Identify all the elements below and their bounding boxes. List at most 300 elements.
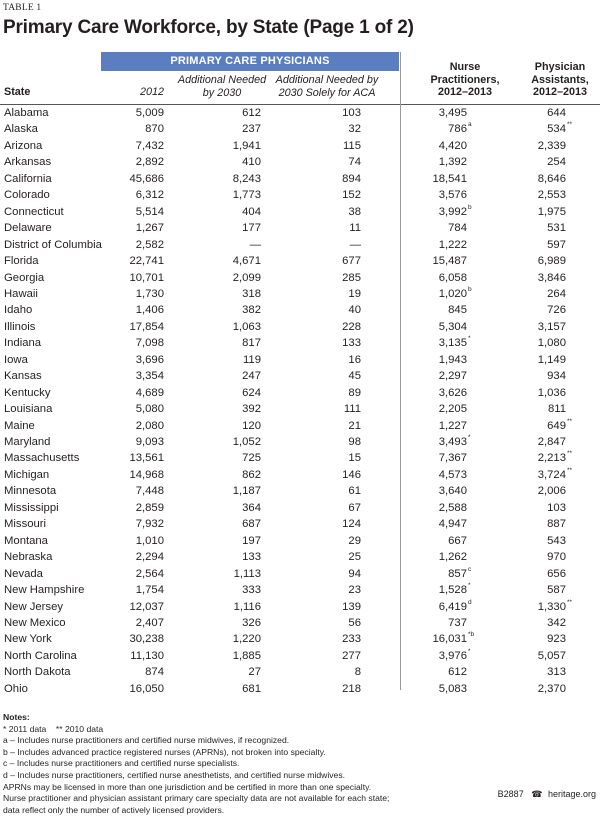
cell-value: 404: [242, 205, 261, 218]
cell-pa: [538, 270, 566, 286]
note-line: b – Includes advanced practice registered nurses (APRNs), not broken into specialty.: [3, 746, 326, 757]
cell-add: [233, 253, 261, 269]
cell-value: 3,493: [438, 436, 467, 448]
cell-np: [448, 121, 472, 137]
cell-value: 534: [547, 123, 566, 136]
cell-value: 874: [145, 666, 164, 679]
cell-pa: [538, 385, 566, 401]
cell-value: 139: [342, 600, 361, 613]
cell-value: 5,080: [135, 403, 164, 416]
cell-pa: [547, 582, 566, 598]
table-row: [0, 204, 600, 220]
cell-add: [242, 121, 261, 137]
cell-value: 531: [547, 222, 566, 235]
cell-value: 644: [547, 107, 566, 119]
cell-y2012: [136, 483, 164, 499]
cell-value: 786: [448, 123, 467, 136]
cell-value: 30,238: [129, 633, 164, 646]
cell-y2012: [136, 615, 164, 631]
cell-np: [432, 631, 475, 647]
table-row: [0, 631, 600, 647]
cell-value: 27: [248, 666, 261, 679]
cell-np: [439, 154, 467, 170]
cell-value: 15: [348, 452, 361, 465]
cell-value: 11: [349, 222, 361, 235]
cell-add: [233, 270, 261, 286]
cell-pa: [538, 483, 566, 499]
cell-y2012: [136, 204, 164, 220]
cell-np: [448, 664, 467, 680]
cell-state: Georgia: [4, 271, 45, 284]
cell-np: [439, 319, 467, 335]
cell-state: Michigan: [4, 468, 50, 481]
cell-np: [439, 467, 467, 483]
cell-y2012: [129, 171, 164, 187]
note-line: Nurse practitioner and physician assistant primary care specialty data are not available for each state;: [3, 793, 390, 804]
table-row: [0, 648, 600, 664]
cell-value: 326: [242, 616, 261, 629]
cell-y2012: [129, 599, 164, 615]
table-row: [0, 566, 600, 582]
cell-np: [439, 368, 467, 384]
cell-add: [233, 434, 261, 450]
cell-aca: [342, 681, 361, 697]
cell-add: [242, 335, 261, 351]
cell-y2012: [136, 302, 164, 318]
cell-add: [248, 664, 261, 680]
cell-value: 364: [242, 501, 261, 514]
cell-state: North Dakota: [4, 666, 71, 679]
cell-aca: [342, 599, 361, 615]
cell-value: 45,686: [129, 172, 164, 185]
cell-add: [242, 105, 261, 121]
cell-aca: [348, 549, 361, 565]
cell-value: 94: [348, 567, 361, 580]
cell-value: 2,099: [232, 271, 261, 284]
cell-add: [233, 138, 261, 154]
table-row: [0, 599, 600, 615]
cell-value: 264: [547, 287, 566, 300]
cell-state: Indiana: [4, 337, 42, 350]
cell-y2012: [129, 450, 164, 466]
cell-np: [438, 285, 472, 302]
footer-site: heritage.org: [547, 789, 596, 799]
cell-value: 8,646: [537, 172, 566, 185]
cell-value: 5,009: [135, 107, 164, 119]
cell-aca: [348, 368, 361, 384]
cell-value: 725: [242, 452, 261, 465]
cell-value: 14,968: [129, 468, 164, 481]
header-line: Assistants,: [531, 73, 589, 86]
table-row: [0, 171, 600, 187]
cell-state: Massachusetts: [4, 452, 80, 465]
cell-np: [439, 401, 467, 417]
cell-value: 1,773: [232, 189, 261, 202]
cell-add: [242, 154, 261, 170]
cell-value: 4,420: [438, 139, 467, 152]
cell-value: 254: [547, 156, 566, 169]
cell-value: 1,010: [135, 534, 164, 547]
cell-add: [242, 467, 261, 483]
cell-value: 16,031: [432, 633, 467, 646]
cell-np: [439, 105, 467, 121]
cell-value: 4,689: [135, 386, 164, 399]
cell-value: 103: [342, 107, 361, 119]
cell-pa: [547, 302, 566, 318]
cell-add: [233, 187, 261, 203]
cell-y2012: [136, 335, 164, 351]
table-row: [0, 319, 600, 335]
footnote-marker: **: [567, 598, 573, 606]
table-row: [0, 500, 600, 516]
footnote-marker: b: [468, 285, 472, 293]
cell-aca: [342, 105, 361, 121]
group-header-physicians: PRIMARY CARE PHYSICIANS: [101, 52, 399, 71]
cell-value: 970: [547, 551, 566, 564]
notes: [3, 712, 389, 816]
cell-aca: [348, 500, 361, 516]
note-line: a – Includes nurse practitioners and certified nurse midwives, if recognized.: [3, 735, 290, 746]
cell-np: [439, 681, 467, 697]
footnote-marker: *: [468, 582, 471, 590]
cell-state: Florida: [4, 255, 39, 268]
cell-aca: [348, 154, 361, 170]
cell-value: 1,941: [232, 139, 261, 152]
cell-state: Louisiana: [4, 403, 53, 416]
cell-value: 19: [348, 287, 361, 300]
note-line: APRNs may be licensed in more than one jurisdiction and be certified in more than one specialty.: [3, 781, 372, 792]
footnote-marker: **: [567, 466, 573, 474]
cell-state: Ohio: [4, 682, 28, 695]
cell-value: 1,063: [232, 320, 261, 333]
cell-value: 1,406: [135, 304, 164, 317]
cell-value: 61: [348, 485, 361, 498]
cell-value: 119: [242, 353, 261, 366]
cell-value: 16: [348, 353, 361, 366]
cell-value: 7,432: [135, 139, 164, 152]
cell-value: 9,093: [135, 436, 164, 448]
table-row: [0, 434, 600, 450]
cell-y2012: [136, 500, 164, 516]
cell-value: 56: [348, 616, 361, 629]
cell-value: 612: [242, 107, 261, 119]
cell-value: 656: [547, 567, 566, 580]
cell-add: [234, 566, 261, 582]
cell-value: 133: [242, 551, 261, 564]
cell-np: [439, 385, 467, 401]
cell-pa: [547, 566, 566, 582]
cell-value: 237: [242, 123, 261, 136]
cell-value: 1,052: [232, 436, 261, 448]
cell-np: [439, 516, 467, 532]
cell-add: [242, 450, 261, 466]
table-row: [0, 335, 600, 351]
cell-np: [448, 533, 467, 549]
cell-value: 103: [547, 501, 566, 514]
cell-add: [233, 631, 261, 647]
table-row: [0, 516, 600, 532]
cell-value: 6,312: [135, 189, 164, 202]
cell-state: Arkansas: [4, 156, 52, 169]
table-row: [0, 187, 600, 203]
cell-value: 2,339: [537, 139, 566, 152]
cell-aca: [348, 434, 361, 450]
cell-np: [448, 615, 467, 631]
cell-np: [448, 302, 467, 318]
cell-state: Idaho: [4, 304, 33, 317]
cell-state: Kentucky: [4, 386, 51, 399]
cell-value: 894: [342, 172, 361, 185]
cell-np: [439, 187, 467, 203]
cell-value: 1,113: [233, 567, 261, 580]
footnote-marker: **: [567, 417, 573, 425]
footnote-marker: c: [468, 565, 472, 573]
footer-code: B2887: [497, 789, 524, 799]
cell-state: Mississippi: [4, 501, 59, 514]
cell-state: Alabama: [4, 107, 49, 119]
cell-y2012: [136, 549, 164, 565]
cell-value: 3,157: [537, 320, 566, 333]
cell-value: 2,297: [438, 370, 467, 383]
cell-pa: [547, 286, 566, 302]
cell-value: 687: [242, 518, 261, 531]
cell-value: 67: [348, 501, 361, 514]
cell-aca: [342, 631, 361, 647]
cell-np: [438, 434, 471, 450]
header-state: State: [4, 86, 31, 98]
cell-value: 1,267: [135, 222, 164, 235]
cell-np: [438, 335, 471, 351]
cell-value: 5,083: [438, 682, 467, 695]
cell-pa: [538, 204, 566, 220]
cell-value: 1,754: [135, 584, 164, 597]
header-line: 2030 Solely for ACA: [278, 86, 376, 99]
cell-value: 111: [343, 403, 361, 416]
cell-value: 726: [547, 304, 566, 317]
cell-value: 624: [242, 386, 261, 399]
cell-add: [242, 286, 261, 302]
cell-np: [439, 138, 467, 154]
header-additional-needed: [172, 74, 272, 99]
cell-value: 612: [448, 666, 467, 679]
cell-aca: [348, 385, 361, 401]
cell-value: 10,701: [129, 271, 164, 284]
cell-y2012: [136, 434, 164, 450]
cell-y2012: [136, 187, 164, 203]
table-row: [0, 681, 600, 697]
cell-aca: [348, 204, 361, 220]
cell-state: Nevada: [4, 567, 43, 580]
cell-value: 6,989: [537, 255, 566, 268]
cell-add: [242, 401, 261, 417]
cell-value: 677: [342, 255, 361, 268]
cell-state: Iowa: [4, 353, 28, 366]
cell-value: 313: [547, 666, 566, 679]
cell-aca: [342, 335, 361, 351]
cell-value: 21: [348, 419, 361, 432]
cell-value: 16,050: [129, 682, 164, 695]
cell-pa: [538, 319, 566, 335]
table-row: [0, 154, 600, 170]
cell-value: 29: [348, 534, 361, 547]
cell-value: 3,846: [537, 271, 566, 284]
cell-pa: [538, 138, 566, 154]
cell-value: 3,354: [135, 370, 164, 383]
cell-pa: [538, 434, 566, 450]
cell-pa: [538, 187, 566, 203]
cell-state: North Carolina: [4, 649, 77, 662]
cell-pa: [547, 121, 573, 137]
cell-value: 1,116: [233, 600, 261, 613]
cell-value: 177: [242, 222, 261, 235]
cell-value: 40: [348, 304, 361, 317]
cell-np: [438, 582, 471, 598]
cell-value: 8,243: [232, 172, 261, 185]
cell-aca: [355, 664, 361, 680]
cell-value: 32: [348, 123, 361, 136]
cell-value: 681: [242, 682, 261, 695]
cell-pa: [547, 533, 566, 549]
cell-value: 3,626: [438, 386, 467, 399]
cell-value: 15,487: [432, 255, 467, 268]
cell-add: [242, 418, 261, 434]
cell-value: 887: [547, 518, 566, 531]
cell-value: 7,367: [438, 452, 467, 465]
cell-value: 5,304: [438, 320, 467, 333]
cell-np: [439, 500, 467, 516]
cell-value: 74: [348, 156, 361, 169]
cell-value: 1,220: [232, 633, 261, 646]
cell-y2012: [136, 533, 164, 549]
cell-aca: [342, 319, 361, 335]
cell-add: [242, 204, 261, 220]
cell-y2012: [136, 516, 164, 532]
cell-add: [242, 220, 261, 236]
cell-value: 197: [242, 534, 261, 547]
cell-aca: [348, 286, 361, 302]
cell-aca: [348, 566, 361, 582]
header-nurse-practitioners: [415, 61, 515, 99]
cell-pa: [538, 171, 566, 187]
header-line: 2012–2013: [437, 86, 493, 98]
cell-np: [439, 352, 467, 368]
cell-add: [233, 648, 261, 664]
cell-value: 6,058: [438, 271, 467, 284]
cell-state: Montana: [4, 534, 48, 547]
cell-add: [233, 483, 261, 499]
footnote-marker: **: [567, 121, 573, 129]
cell-y2012: [136, 385, 164, 401]
cell-state: New Mexico: [4, 616, 66, 629]
cell-value: 2,588: [438, 501, 467, 514]
cell-add: [242, 615, 261, 631]
cell-value: 333: [242, 584, 261, 597]
cell-pa: [537, 466, 573, 483]
cell-y2012: [129, 467, 164, 483]
cell-add: [233, 319, 261, 335]
cell-value: 2,205: [438, 403, 467, 416]
note-line: * 2011 data ** 2010 data: [3, 723, 104, 734]
header-line: 2012–2013: [532, 86, 588, 98]
cell-aca: [348, 615, 361, 631]
cell-state: Kansas: [4, 370, 42, 383]
cell-pa: [538, 681, 566, 697]
cell-value: 38: [348, 205, 361, 218]
cell-value: 247: [242, 370, 261, 383]
cell-value: 18,541: [432, 172, 467, 185]
cell-np: [438, 203, 472, 220]
cell-value: 3,495: [438, 107, 467, 119]
cell-value: 1,730: [135, 287, 164, 300]
cell-value: 2,407: [135, 616, 164, 629]
cell-pa: [547, 237, 566, 253]
cell-add: [234, 599, 261, 615]
cell-value: 597: [547, 238, 566, 251]
header-line: Additional Needed by: [275, 74, 379, 86]
cell-value: 285: [342, 271, 361, 284]
cell-value: 5,057: [537, 649, 566, 662]
footnote-marker: *b: [468, 631, 475, 639]
cell-value: 13,561: [129, 452, 164, 465]
cell-value: 124: [342, 518, 361, 531]
cell-value: 382: [242, 304, 261, 317]
footnote-marker: a: [468, 121, 472, 129]
cell-add: [233, 171, 261, 187]
cell-value: —: [349, 238, 361, 251]
table-row: [0, 286, 600, 302]
cell-aca: [348, 582, 361, 598]
cell-state: Colorado: [4, 189, 50, 202]
cell-aca: [348, 302, 361, 318]
cell-value: 2,294: [135, 551, 164, 564]
cell-value: 277: [342, 649, 361, 662]
cell-value: 11,130: [130, 649, 164, 662]
table-row: [0, 302, 600, 318]
cell-value: 1,528: [438, 584, 467, 597]
cell-y2012: [136, 154, 164, 170]
cell-value: 2,213: [537, 452, 566, 465]
table-row: [0, 220, 600, 236]
cell-y2012: [145, 664, 164, 680]
cell-state: Nebraska: [4, 551, 53, 564]
table-row: [0, 582, 600, 598]
note-line: c – Includes nurse practitioners and certified nurse specialists.: [3, 758, 240, 769]
cell-aca: [348, 352, 361, 368]
header-line: Physician: [534, 61, 586, 73]
cell-add: [242, 533, 261, 549]
cell-value: 1,020: [438, 287, 467, 300]
cell-value: 22,741: [129, 255, 164, 268]
cell-pa: [538, 648, 566, 664]
cell-aca: [342, 171, 361, 187]
cell-y2012: [136, 237, 164, 253]
cell-np: [439, 270, 467, 286]
header-line: by 2030: [202, 86, 242, 99]
cell-state: Minnesota: [4, 485, 57, 498]
cell-state: New Hampshire: [4, 584, 85, 597]
cell-value: 649: [547, 419, 566, 432]
cell-pa: [547, 154, 566, 170]
cell-state: Maryland: [4, 436, 51, 448]
note-line: data reflect only the number of actively licensed providers.: [3, 804, 225, 815]
footnote-marker: *: [468, 647, 471, 655]
cell-add: [242, 582, 261, 598]
cell-value: 45: [348, 370, 361, 383]
cell-value: 4,947: [438, 518, 467, 531]
cell-pa: [547, 500, 566, 516]
cell-value: 667: [448, 534, 467, 547]
bell-logo-icon: ☎: [531, 789, 543, 799]
